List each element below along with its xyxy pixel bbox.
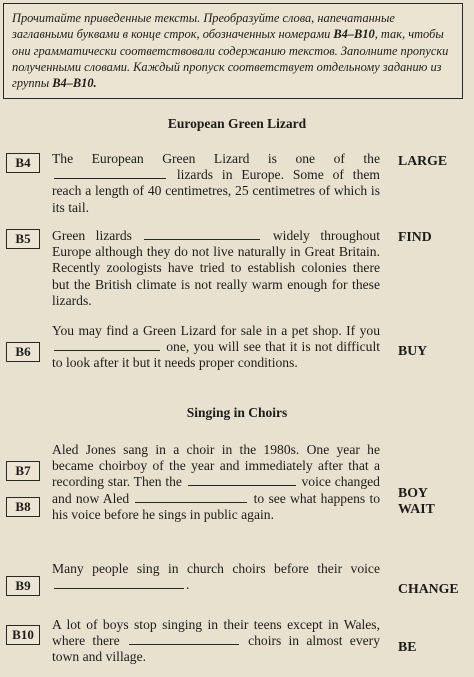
b6-text-before: You may find a Green Lizard for sale in a pet shop. If you <box>52 323 380 338</box>
task-text-b10 <box>52 617 380 666</box>
instructions-text-2: , так, чтобы они грамматически соответствовали содержанию текстов. Заполните пропуски полученными словами. Каждый пропуск соответствует отдельному заданию из группы <box>12 27 449 91</box>
task-text-b7-b8 <box>52 442 380 523</box>
b10-text-after: choirs in almost every town and village. <box>52 633 380 665</box>
b9-answer-blank[interactable] <box>54 577 184 589</box>
b10-answer-blank[interactable] <box>129 633 239 645</box>
b6-text-after: one, you will see that it is not difficult to look after it but it needs proper conditions. <box>52 339 380 371</box>
task-label-b9: B9 <box>6 576 40 596</box>
b5-answer-blank[interactable] <box>144 228 260 240</box>
b10-text-before: A lot of boys stop singing in their teens except in Wales, where there <box>52 617 380 649</box>
keyword-b4: LARGE <box>398 153 448 168</box>
keyword-b6: BUY <box>398 343 428 358</box>
keyword-b5: FIND <box>398 229 432 244</box>
keyword-b9: CHANGE <box>398 581 459 596</box>
b7-answer-blank[interactable] <box>188 474 296 486</box>
b4-answer-blank[interactable] <box>54 167 166 179</box>
instructions-range-1: B4–B10 <box>333 27 375 42</box>
b9-text-before: Many people sing in church choirs before their voice <box>52 561 380 576</box>
b7-text-before: Aled Jones sang in a choir in the 1980s. One year he became choirboy of the year and immediately after that a recording star. Then the <box>52 442 380 490</box>
task-label-b10: B10 <box>6 625 40 645</box>
b4-text-after: lizards in Europe. Some of them reach a length of 40 centimetres, 25 centimetres of which is its tail. <box>52 167 380 215</box>
b5-text-after: widely throughout Europe although they do not live naturally in Great Britain. Recently zoologists have tried to establish colonies there but the British climate is not really warm enough for these lizards. <box>52 228 380 308</box>
b8-answer-blank[interactable] <box>135 491 247 503</box>
b8-text-before: Aled <box>102 490 130 506</box>
task-text-b6 <box>52 323 380 372</box>
section-title-lizard: European Green Lizard <box>167 116 307 131</box>
task-label-b7: B7 <box>6 461 40 481</box>
b8-text-after: to see what happens to his voice before he sings in public again. <box>52 490 381 522</box>
keyword-b8: WAIT <box>398 501 435 516</box>
keyword-b7: BOY <box>398 485 428 500</box>
instructions-range-2: B4–B10. <box>52 76 97 91</box>
task-label-b6: B6 <box>6 342 40 362</box>
b7-text-after: voice changed and now <box>52 474 380 506</box>
task-text-b9 <box>52 561 380 593</box>
b9-text-after: . <box>186 577 190 593</box>
task-label-b5: B5 <box>6 229 40 249</box>
task-text-b4 <box>52 151 380 216</box>
b4-text-before: The European Green Lizard is one of the <box>52 151 380 166</box>
task-label-b4: B4 <box>6 153 40 173</box>
b6-answer-blank[interactable] <box>54 339 160 351</box>
b5-text-before: Green lizards <box>52 228 132 243</box>
section-title-choirs: Singing in Choirs <box>186 405 288 420</box>
instructions-text-1: Прочитайте приведенные тексты. Преобразуйте слова, напечатанные заглавными буквами в конце строк, обозначенных номерами <box>12 11 395 42</box>
task-label-b8: B8 <box>6 497 40 517</box>
keyword-b10: BE <box>398 639 417 654</box>
task-text-b5 <box>52 228 380 309</box>
instructions-box <box>3 3 463 99</box>
